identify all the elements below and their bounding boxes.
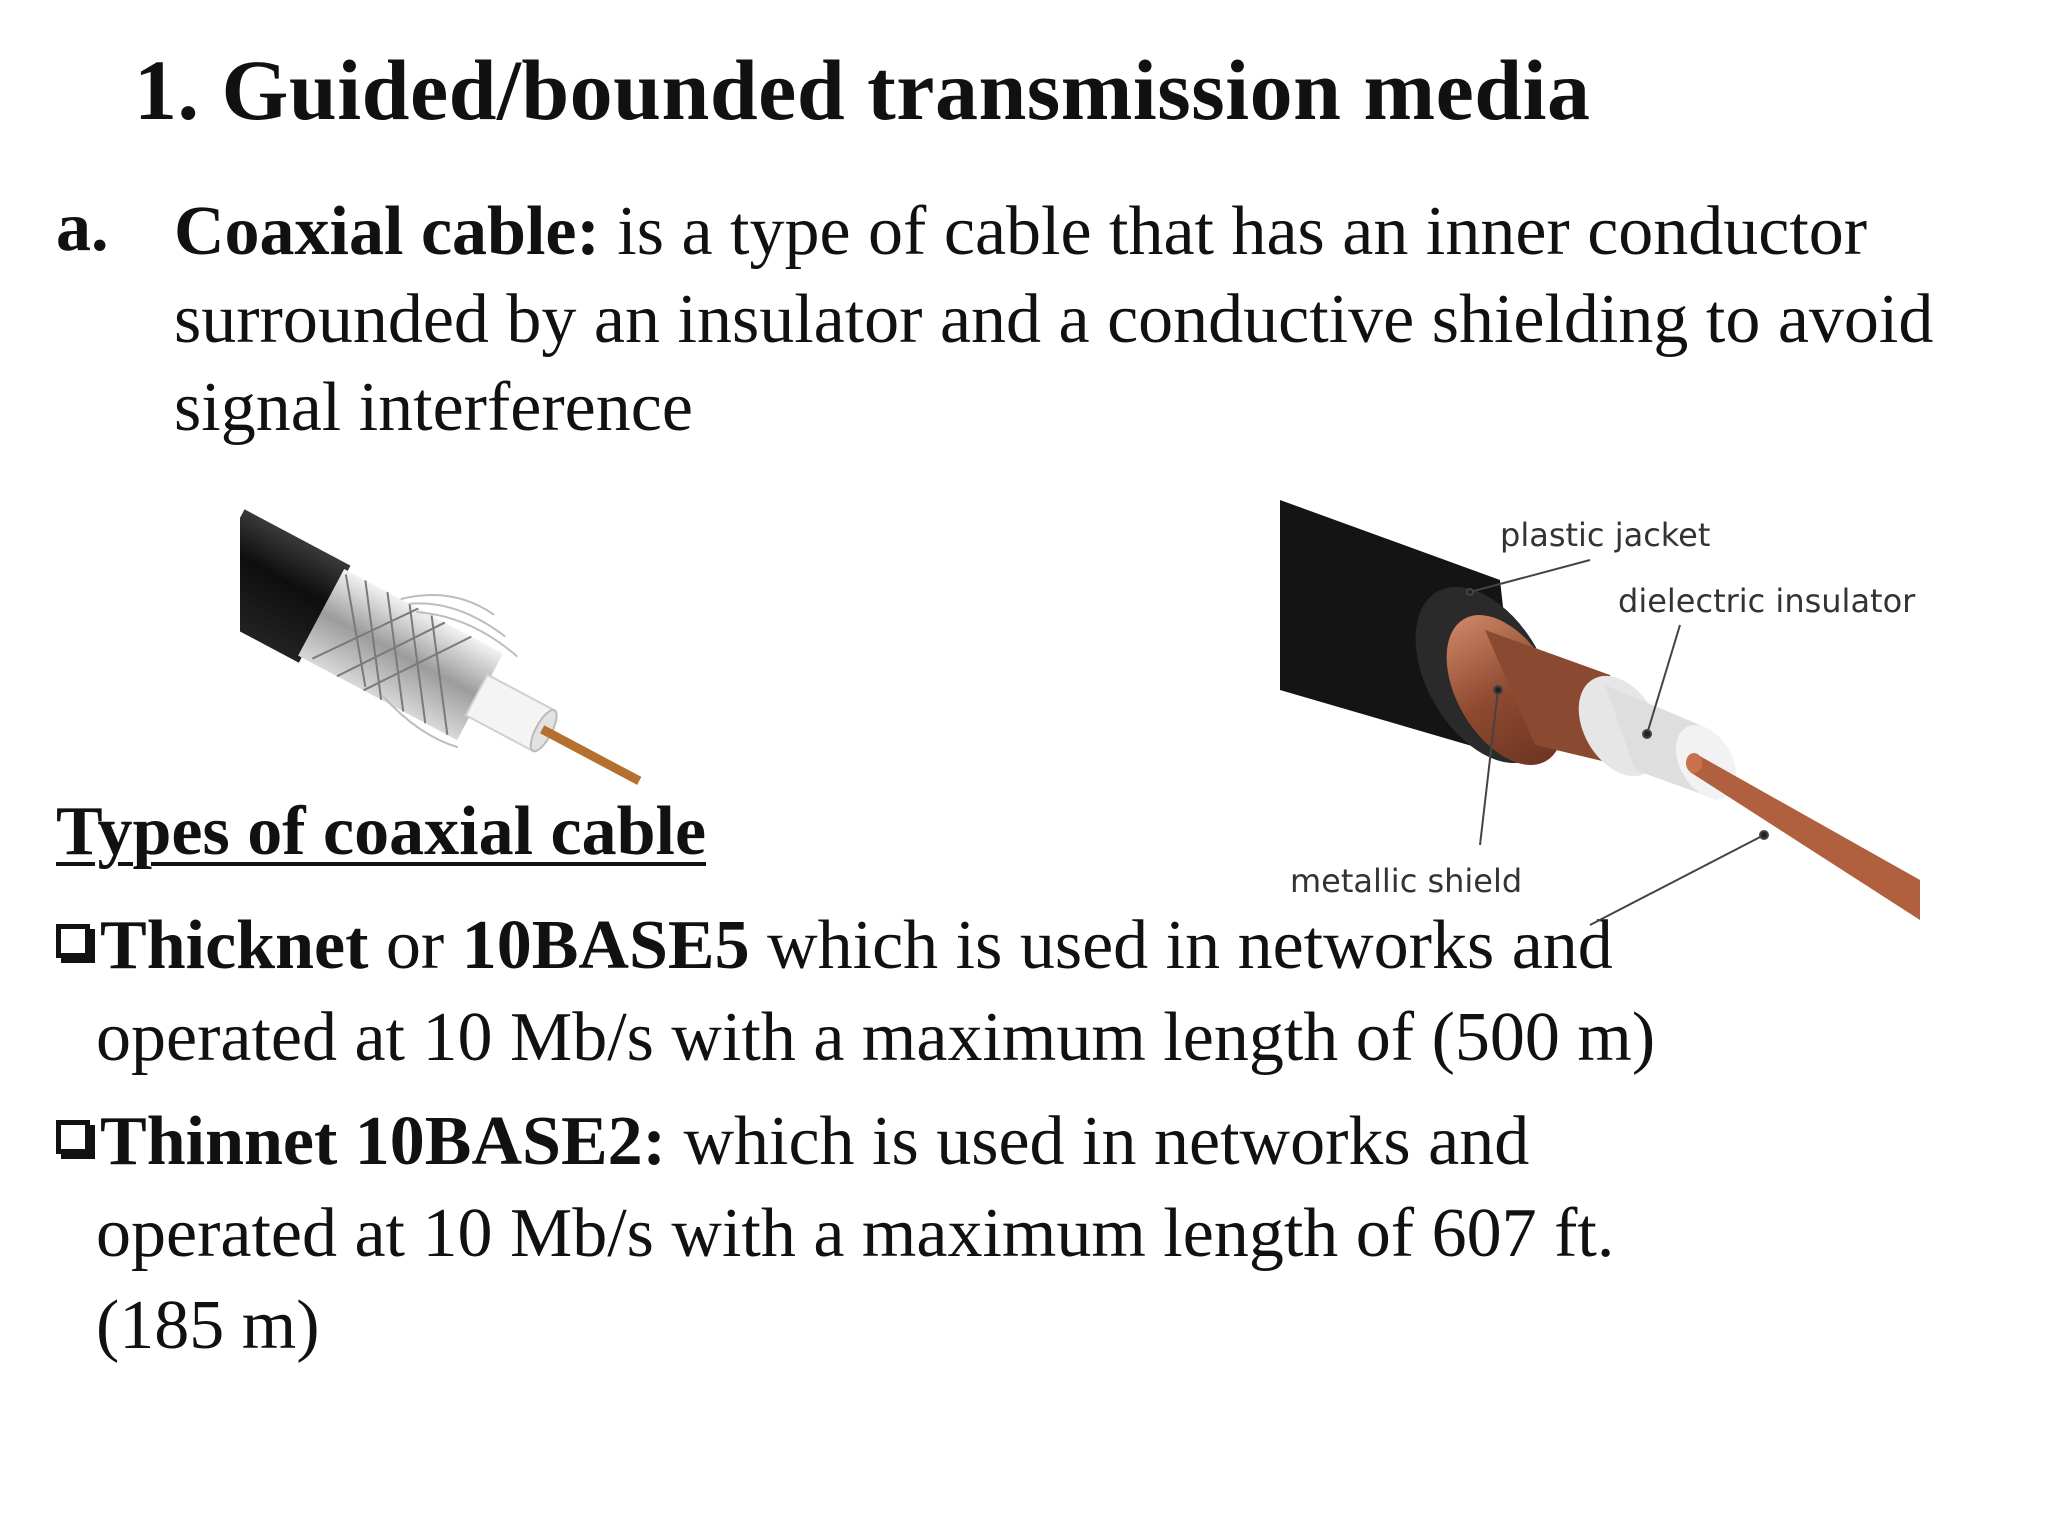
types-heading: Types of coaxial cable [56,793,707,870]
label-dielectric-insulator: dielectric insulator [1618,582,1916,620]
definition-marker: a. [56,189,109,266]
thicknet-name: Thicknet [100,907,369,984]
checkbox-bullet-icon [56,1120,90,1154]
thinnet-name: Thinnet 10BASE2: [100,1103,666,1180]
thicknet-or: or [368,907,462,984]
thinnet-line2: operated at 10 Mb/s with a maximum length of 607 ft. [96,1195,1615,1272]
definition-paragraph [174,188,2014,452]
bullet-thinnet [56,1096,1956,1372]
coax-structure-diagram [1280,500,1920,932]
coax-cable-photo [240,508,710,838]
slide-title: 1. Guided/bounded transmission media [134,42,1591,138]
thicknet-line1: which is used in networks and [749,907,1613,984]
thinnet-line1: which is used in networks and [665,1103,1530,1180]
thinnet-line3: (185 m) [96,1287,320,1364]
definition-body: is a type of cable that has an inner conductor surrounded by an insulator and a conductive shielding to avoid signal interference [174,193,1934,446]
label-plastic-jacket: plastic jacket [1500,516,1711,554]
thicknet-code: 10BASE5 [461,907,750,984]
label-metallic-shield: metallic shield [1290,862,1523,900]
thicknet-line2: operated at 10 Mb/s with a maximum length of (500 m) [96,999,1656,1076]
definition-term: Coaxial cable: [174,193,600,270]
conductor-shape [1690,755,1920,920]
checkbox-bullet-icon [56,924,90,958]
conductor-end [1686,753,1702,773]
